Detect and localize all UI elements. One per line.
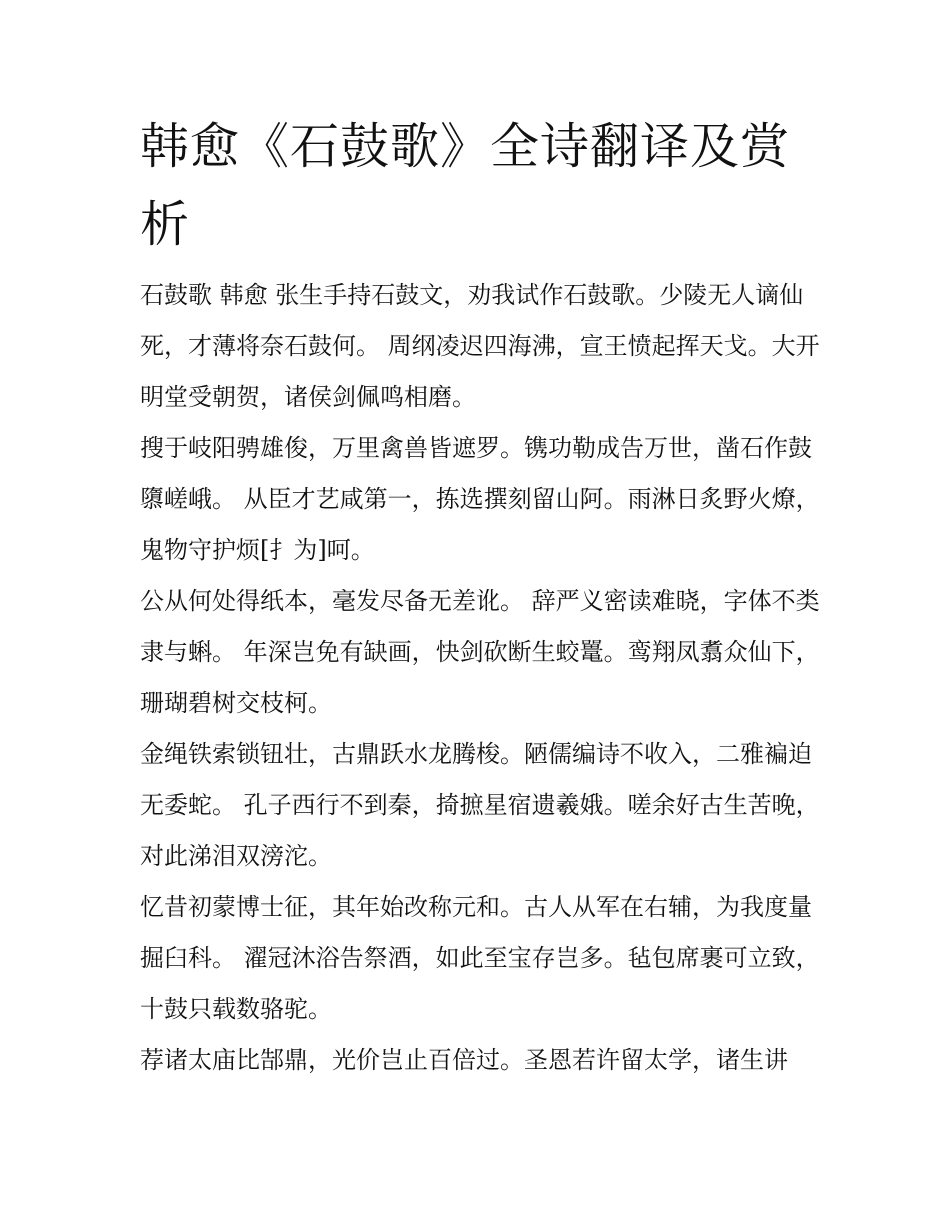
poem-paragraph-1: 石鼓歌 韩愈 张生手持石鼓文，劝我试作石鼓歌。少陵无人谪仙死，才薄将奈石鼓何。 周纲凌迟四海沸，宣王愤起挥天戈。大开明堂受朝贺，诸侯剑佩鸣相磨。 — [140, 281, 820, 411]
poem-paragraph-5: 忆昔初蒙博士征，其年始改称元和。古人从军在右辅，为我度量掘臼科。 濯冠沐浴告祭酒，如此至宝存岂多。毡包席裹可立致，十鼓只载数骆驼。 — [140, 893, 820, 1023]
document-title: 韩愈《石鼓歌》全诗翻译及赏析 — [140, 118, 791, 253]
poem-paragraph-2: 搜于岐阳骋雄俊，万里禽兽皆遮罗。镌功勒成告万世，凿石作鼓隳嵯峨。 从臣才艺咸第一，拣选撰刻留山阿。雨淋日炙野火燎，鬼物守护烦[扌为]呵。 — [140, 434, 820, 564]
poem-paragraph-6: 荐诸太庙比郜鼎，光价岂止百倍过。圣恩若许留太学，诸生讲 — [140, 1046, 788, 1074]
poem-paragraph-3: 公从何处得纸本，毫发尽备无差讹。 辞严义密读难晓，字体不类隶与蝌。 年深岂免有缺画，快剑砍断生蛟鼍。鸾翔凤翥众仙下，珊瑚碧树交枝柯。 — [140, 587, 820, 717]
document-page — [140, 108, 820, 1086]
poem-paragraph-4: 金绳铁索锁钮壮，古鼎跃水龙腾梭。陋儒编诗不收入，二雅褊迫无委蛇。 孔子西行不到秦，掎摭星宿遗羲娥。嗟余好古生苦晚，对此涕泪双滂沱。 — [140, 740, 820, 870]
